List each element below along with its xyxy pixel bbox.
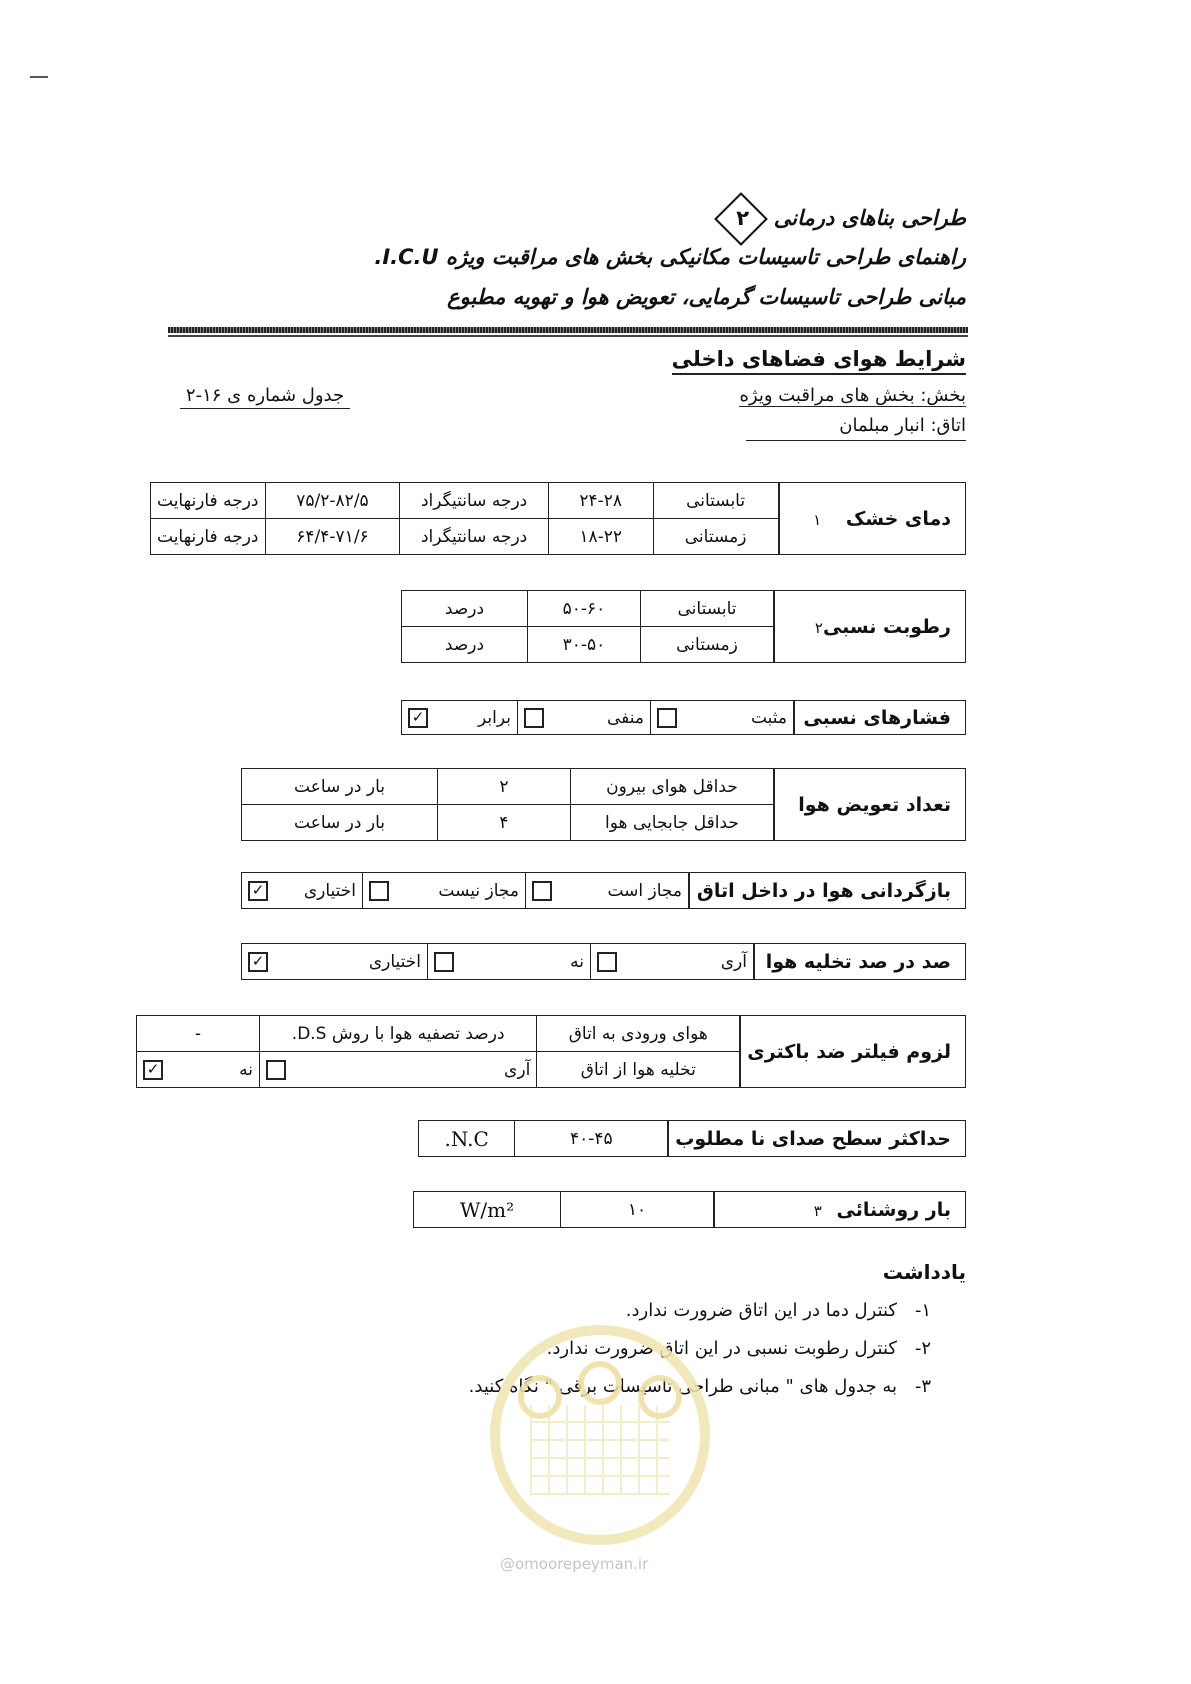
pressure-option-negative [518,701,651,735]
checkbox-empty-icon[interactable] [657,708,677,728]
fahrenheit-unit: درجه فارنهایت [151,519,266,555]
note-text: کنترل دما در این اتاق ضرورت ندارد. [625,1300,897,1321]
option-label: مثبت [750,707,787,728]
dry-temp-note-ref: ۱ [813,510,822,529]
min-air-movement-value: ۴ [438,805,571,841]
filter-label: لزوم فیلتر ضد باکتری [740,1016,965,1088]
lighting-note-ref: ۳ [813,1201,822,1220]
option-label: آری [504,1059,531,1080]
air-change-table [241,768,966,841]
room-name: اتاق: انبار مبلمان [839,415,966,436]
option-label: نه [239,1059,253,1080]
ds-efficiency-value: - [137,1016,260,1052]
noise-value: ۴۰-۴۵ [515,1121,669,1157]
celsius-summer: ۲۴-۲۸ [548,483,653,519]
recirculation-table [241,872,966,909]
option-label: نه [570,951,584,972]
table-number: جدول شماره ی ۱۶-۲ [180,385,350,409]
season-winter: زمستانی [653,519,778,555]
recirculation-option-allowed [526,873,690,909]
min-air-movement: حداقل جابجایی هوا [571,805,775,841]
fahrenheit-winter: ۶۴/۴-۷۱/۶ [265,519,400,555]
room-underline [746,440,966,441]
humidity-winter-value: ۳۰-۵۰ [528,627,641,663]
lighting-table [413,1191,966,1228]
note-text: به جدول های " مبانی طراحی تاسیسات برقی " نگاه کنید. [468,1376,897,1397]
pressure-option-equal [402,701,518,735]
noise-label: حداکثر سطح صدای نا مطلوب [668,1121,965,1157]
header-rule-thin [168,335,968,337]
header-rule [168,327,968,333]
exhaust-table [241,943,966,980]
dry-temp-label-text: دمای خشک [845,507,951,530]
noise-table [418,1120,966,1157]
watermark-text: @omoorepeyman.ir [500,1555,649,1573]
humidity-note-ref: ۲ [814,618,823,637]
checkbox-checked-icon[interactable]: ✓ [248,952,268,972]
option-label: منفی [606,707,644,728]
recirculation-option-not-allowed [363,873,526,909]
department-label: بخش: بخش های مراقبت ویژه [739,385,966,406]
checkbox-empty-icon[interactable] [532,881,552,901]
gear-icon [518,1375,562,1419]
checkbox-checked-icon[interactable]: ✓ [248,881,268,901]
season-summer: تابستانی [641,591,775,627]
note-number: ۱- [914,1300,931,1321]
checkbox-empty-icon[interactable] [524,708,544,728]
dry-temp-table [150,482,966,555]
season-winter: زمستانی [641,627,775,663]
pressure-label: فشارهای نسبی [794,701,966,735]
checkbox-empty-icon[interactable] [434,952,454,972]
humidity-summer-value: ۵۰-۶۰ [528,591,641,627]
celsius-unit: درجه سانتیگراد [400,483,548,519]
exhaust-option-yes [591,944,755,980]
pressure-option-positive [651,701,795,735]
section-title: شرایط هوای فضاهای داخلی [672,347,966,375]
filter-table [136,1015,966,1088]
celsius-winter: ۱۸-۲۲ [548,519,653,555]
book-number: ۲ [736,205,750,230]
min-outside-air-value: ۲ [438,769,571,805]
humidity-unit: درصد [402,591,528,627]
air-change-unit: بار در ساعت [242,769,438,805]
lighting-label [714,1192,966,1228]
header-book-title: طراحی بناهای درمانی [773,206,966,230]
humidity-label [774,591,966,663]
exhaust-option-optional [242,944,428,980]
option-label: آری [720,951,747,972]
lighting-value: ۱۰ [561,1192,715,1228]
recirculation-label: بازگردانی هوا در داخل اتاق [689,873,966,909]
checkbox-checked-icon[interactable]: ✓ [143,1060,163,1080]
pressure-table [401,700,966,735]
fahrenheit-unit: درجه فارنهایت [151,483,266,519]
noise-unit: N.C. [419,1121,515,1157]
checkbox-checked-icon[interactable]: ✓ [408,708,428,728]
fahrenheit-summer: ۷۵/۲-۸۲/۵ [265,483,400,519]
min-outside-air: حداقل هوای بیرون [571,769,775,805]
note-number: ۲- [914,1338,931,1359]
ds-efficiency-label: درصد تصفیه هوا با روش D.S. [260,1016,537,1052]
book-number-diamond [715,192,769,246]
humidity-label-text: رطوبت نسبی [822,615,951,638]
humidity-unit: درصد [402,627,528,663]
gear-icon [578,1361,622,1405]
filter-option-yes [260,1052,537,1088]
checkbox-empty-icon[interactable] [266,1060,286,1080]
gear-icon [638,1375,682,1419]
option-label: اختیاری [303,880,356,901]
filter-option-no [137,1052,260,1088]
note-text: کنترل رطوبت نسبی در این اتاق ضرورت ندارد. [546,1338,897,1359]
seal-logo [490,1325,710,1545]
notes-title: یادداشت [882,1260,966,1284]
note-number: ۳- [914,1376,931,1397]
exhaust-option-no [428,944,591,980]
season-summer: تابستانی [653,483,778,519]
option-label: مجاز نیست [438,880,519,901]
checkbox-empty-icon[interactable] [597,952,617,972]
option-label: برابر [478,707,511,728]
checkbox-empty-icon[interactable] [369,881,389,901]
seal-grid [530,1405,670,1495]
lighting-unit: W/m² [414,1192,561,1228]
recirculation-option-optional [242,873,363,909]
exhaust-label: صد در صد تخلیه هوا [754,944,966,980]
dry-temp-label [779,483,966,555]
lighting-label-text: بار روشنائی [836,1198,951,1221]
header-line1 [722,200,966,238]
margin-mark [30,76,48,78]
header-line2: راهنمای طراحی تاسیسات مکانیکی بخش های مراقبت ویژه I.C.U. [374,245,966,269]
header-line3: مبانی طراحی تاسیسات گرمایی، تعویض هوا و تهویه مطبوع [447,285,966,309]
note-item [626,1300,931,1321]
supply-air-label: هوای ورودی به اتاق [537,1016,741,1052]
room-label [746,415,966,441]
celsius-unit: درجه سانتیگراد [400,519,548,555]
air-change-label: تعداد تعویض هوا [774,769,966,841]
exhaust-air-label: تخلیه هوا از اتاق [537,1052,741,1088]
air-change-unit: بار در ساعت [242,805,438,841]
option-label: مجاز است [607,880,682,901]
humidity-table [401,590,966,663]
option-label: اختیاری [368,951,421,972]
